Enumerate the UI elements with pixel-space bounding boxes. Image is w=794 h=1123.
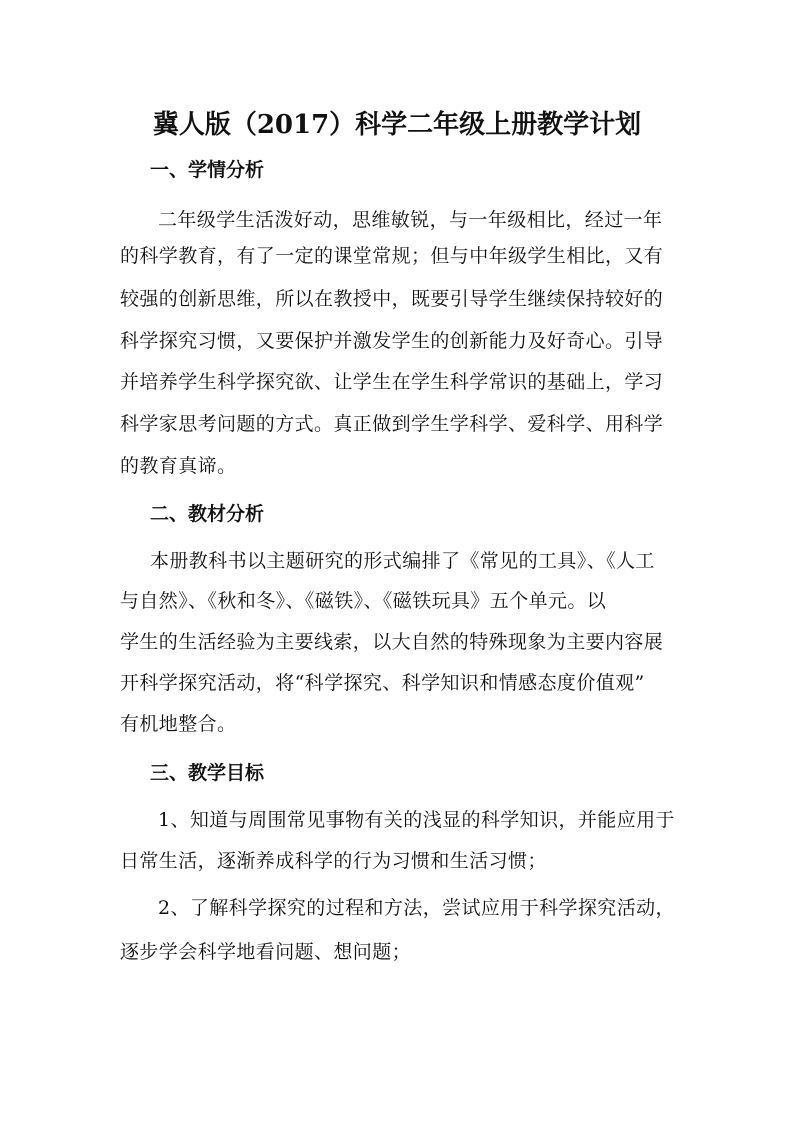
paragraph-line: 与自然》、《秋和冬》、《磁铁》、《磁铁玩具》五个单元。以: [120, 590, 607, 612]
document-title: 冀人版（2017）科学二年级上册教学计划: [152, 110, 642, 140]
paragraph-line: 的教育真谛。: [120, 455, 237, 477]
section-heading-textbook-analysis: 二、教材分析: [150, 503, 265, 525]
paragraph-line: 学生的生活经验为主要线索，以大自然的特殊现象为主要内容展: [120, 631, 664, 653]
section-heading-teaching-goals: 三、教学目标: [150, 762, 265, 784]
paragraph-line: 有机地整合。: [120, 713, 237, 735]
paragraph-line: 逐步学会科学地看问题、想问题；: [120, 941, 412, 963]
paragraph-line: 较强的创新思维，所以在教授中，既要引导学生继续保持较好的: [120, 288, 664, 310]
paragraph-line: 本册教科书以主题研究的形式编排了《常见的工具》、《人工: [150, 550, 655, 572]
paragraph-line: 二年级学生活泼好动，思维敏锐，与一年级相比，经过一年: [158, 209, 663, 231]
paragraph-line: 2、了解科学探究的过程和方法，尝试应用于科学探究活动，: [158, 897, 675, 919]
section-heading-learner-analysis: 一、学情分析: [150, 159, 265, 181]
paragraph-line: 的科学教育，有了一定的课堂常规；但与中年级学生相比，又有: [120, 245, 664, 267]
paragraph-line: 科学探究习惯，又要保护并激发学生的创新能力及好奇心。引导: [120, 330, 664, 352]
paragraph-line: 科学家思考问题的方式。真正做到学生学科学、爱科学、用科学: [120, 413, 664, 435]
paragraph-line: 1、知道与周围常见事物有关的浅显的科学知识，并能应用于: [158, 809, 675, 831]
paragraph-line: 开科学探究活动，将“科学探究、科学知识和情感态度价值观”: [120, 672, 645, 694]
paragraph-line: 并培养学生科学探究欲、让学生在学生科学常识的基础上，学习: [120, 371, 664, 393]
paragraph-line: 日常生活，逐渐养成科学的行为习惯和生活习惯；: [120, 850, 547, 872]
